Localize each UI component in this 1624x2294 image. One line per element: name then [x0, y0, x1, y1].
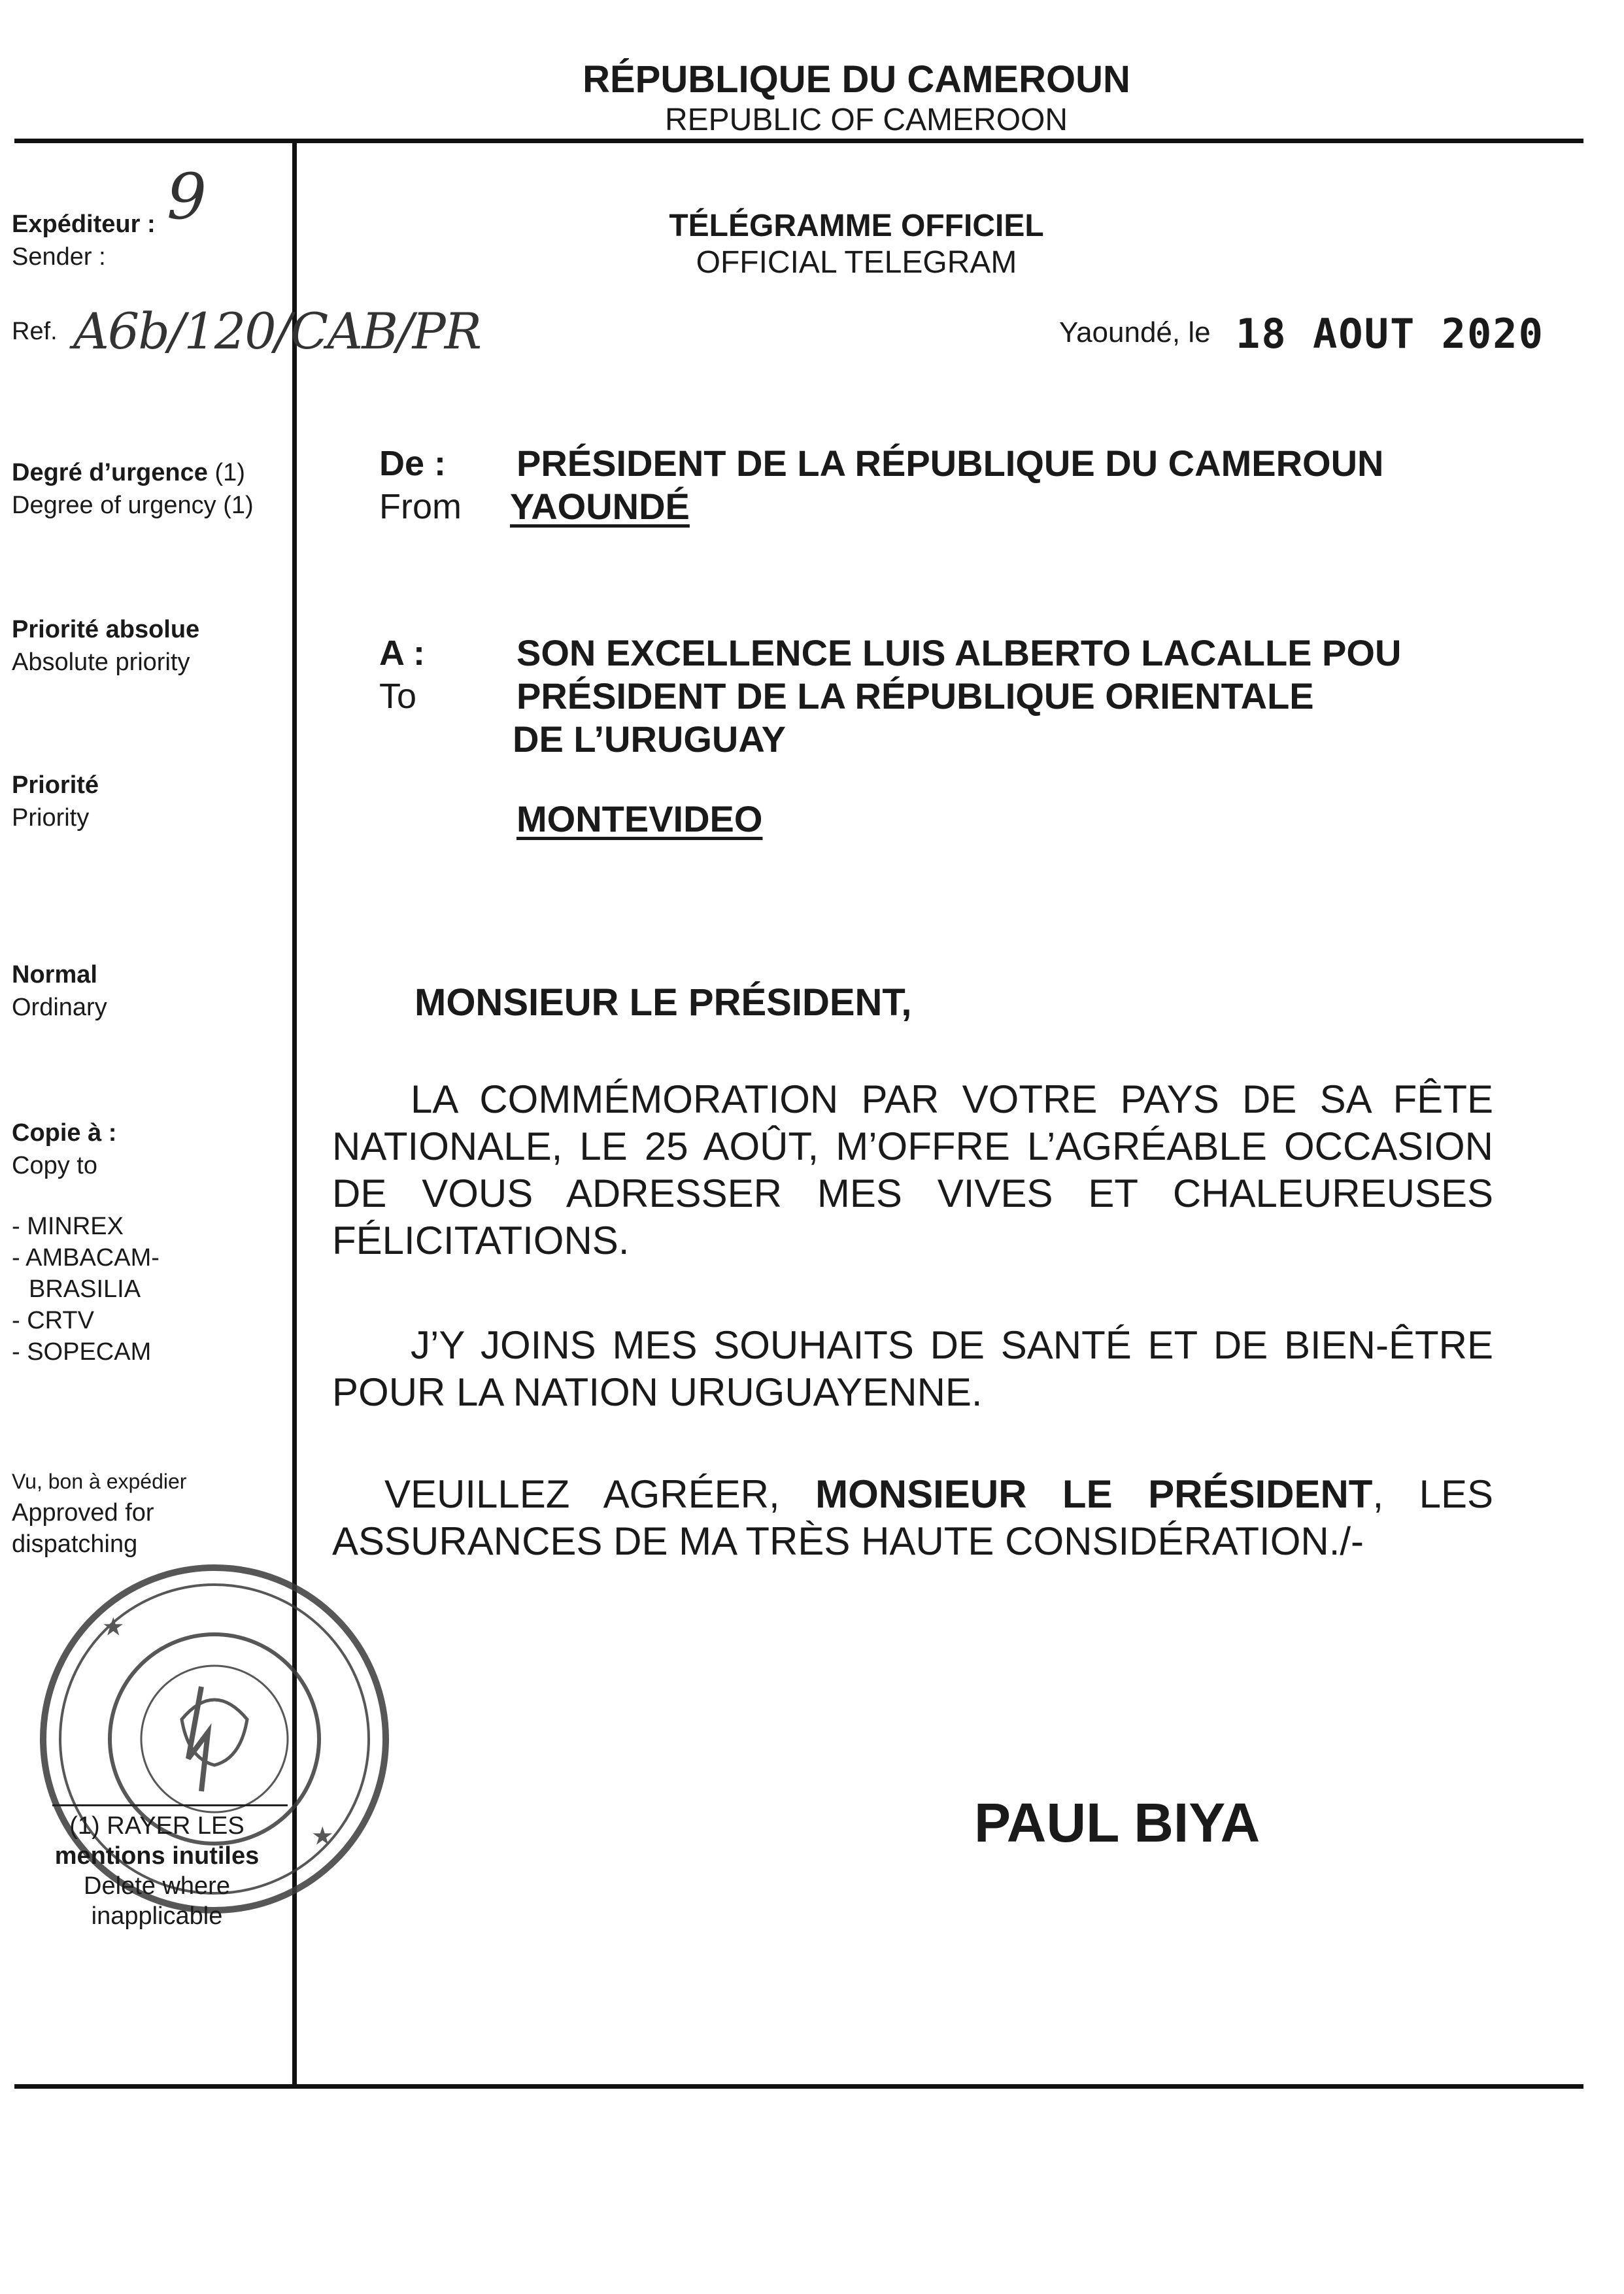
salutation: MONSIEUR LE PRÉSIDENT, [414, 981, 912, 1024]
absolute-priority-block [12, 613, 199, 679]
from-key [379, 442, 462, 528]
copy-item: - MINREX [12, 1213, 124, 1240]
sender-label-en: Sender : [12, 243, 106, 271]
approved-label-en-2: dispatching [12, 1530, 138, 1558]
country-title-en: REPUBLIC OF CAMEROON [664, 103, 1068, 137]
svg-text:★: ★ [313, 1823, 333, 1849]
urgency-label-en: Degree of urgency [12, 492, 216, 519]
from-key-fr: De : [379, 444, 447, 483]
normal-en: Ordinary [12, 994, 107, 1021]
telegram-type-en: OFFICIAL TELEGRAM [696, 245, 1017, 280]
from-key-en: From [379, 487, 462, 526]
copy-item: BRASILIA [29, 1275, 141, 1303]
footnote-fr-1: (1) RAYER LES [69, 1812, 245, 1840]
to-line-1: SON EXCELLENCE LUIS ALBERTO LACALLE POU [516, 632, 1402, 673]
svg-text:★: ★ [103, 1614, 124, 1640]
to-city: MONTEVIDEO [516, 798, 763, 839]
copy-label-en: Copy to [12, 1152, 97, 1179]
footnote-fr-2: mentions inutiles [54, 1842, 260, 1870]
signature-name: PAUL BIYA [974, 1792, 1260, 1853]
normal-fr: Normal [12, 961, 97, 988]
paragraph-2: J’Y JOINS MES SOUHAITS DE SANTÉ ET DE BIEN-ÊTRE POUR LA NATION URUGUAYENNE. [332, 1323, 1493, 1414]
from-line-1: PRÉSIDENT DE LA RÉPUBLIQUE DU CAMEROUN [516, 443, 1384, 484]
date-stamp: 18 AOUT 2020 [1236, 310, 1544, 358]
closing-end: , LES ASSURANCES DE MA TRÈS HAUTE CONSIDÉRATION./- [332, 1472, 1494, 1563]
approved-label-en-1: Approved for [12, 1499, 154, 1527]
sender-handwritten-mark: 9 [167, 160, 207, 233]
absolute-priority-fr: Priorité absolue [12, 616, 200, 643]
to-address [513, 632, 1402, 841]
normal-block [12, 958, 107, 1024]
telegram-type-fr: TÉLÉGRAMME OFFICIEL [669, 209, 1044, 243]
ref-label: Ref. [12, 318, 58, 345]
from-address [510, 442, 1384, 528]
footnote-en-2: inapplicable [91, 1902, 223, 1930]
place-label: Yaoundé, le [1059, 316, 1211, 348]
closing-address: MONSIEUR LE PRÉSIDENT [815, 1472, 1373, 1516]
ref-handwritten-value: A6b/120/CAB/PR [73, 302, 481, 360]
copy-list [12, 1211, 160, 1368]
priority-block [12, 769, 99, 834]
bottom-rule [14, 2084, 1583, 2089]
paragraph-1: LA COMMÉMORATION PAR VOTRE PAYS DE SA FÊTE NATIONALE, LE 25 AOÛT, M’OFFRE L’AGRÉABLE OCCASION DE VOUS ADRESSER MES VIVES ET CHALEUREUSES FÉLICITATIONS. [332, 1077, 1493, 1262]
urgency-note-fr: (1) [214, 459, 245, 486]
to-line-3: DE L’URUGUAY [513, 718, 787, 760]
footnote-block [26, 1811, 288, 1931]
urgency-block [12, 456, 254, 522]
urgency-note-en: (1) [223, 492, 254, 519]
copy-block [12, 1117, 116, 1182]
from-city: YAOUNDÉ [510, 486, 690, 527]
copy-label-fr: Copie à : [12, 1119, 117, 1147]
sender-block [12, 208, 156, 273]
footnote-rule [52, 1804, 288, 1806]
copy-item: - SOPECAM [12, 1338, 152, 1366]
top-rule [14, 139, 1583, 143]
to-key [379, 632, 425, 718]
absolute-priority-en: Absolute priority [12, 649, 190, 676]
closing-start: VEUILLEZ AGRÉER, [384, 1472, 780, 1516]
country-title-fr: RÉPUBLIQUE DU CAMEROUN [583, 58, 1130, 101]
copy-item: - AMBACAM- [12, 1244, 160, 1272]
to-key-fr: A : [379, 633, 425, 673]
approved-label-fr: Vu, bon à expédier [12, 1470, 187, 1493]
priority-fr: Priorité [12, 771, 99, 799]
footnote-en-1: Delete where [84, 1872, 230, 1900]
urgency-label-fr: Degré d’urgence [12, 459, 208, 486]
paragraph-3 [332, 1471, 1493, 1565]
priority-en: Priority [12, 804, 90, 832]
approval-block [12, 1466, 186, 1560]
sender-label-fr: Expéditeur : [12, 211, 156, 238]
to-key-en: To [379, 677, 417, 716]
to-line-2: PRÉSIDENT DE LA RÉPUBLIQUE ORIENTALE [516, 675, 1314, 717]
copy-item: - CRTV [12, 1307, 94, 1334]
